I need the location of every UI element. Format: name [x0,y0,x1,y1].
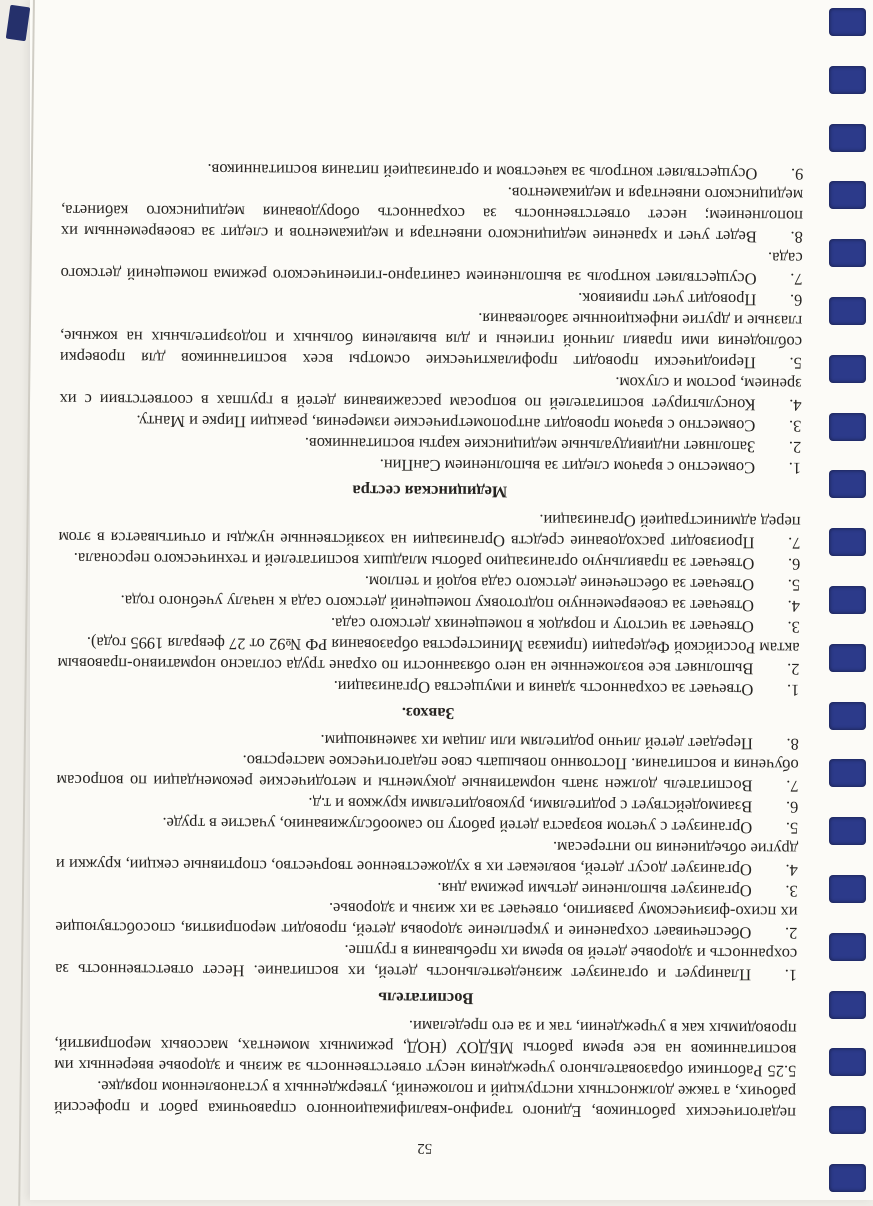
item-text: Отвечает за обеспечение детского сада водой и теплом. [364,572,755,595]
item-text: Ведет учет и хранение медицинского инвентаря и медикаментов и следит за своевременным их пополнением; несет ответственность за сохранность оборудования медицинского кабинета, медицинского инвентаря и медикаментов. [60,183,804,247]
item-text: Организует досуг детей, вовлекает их в художественное творчество, спортивные секции, кружки и другие объединения по интересам. [55,837,799,880]
binding-hole [829,66,866,94]
item-number: 5. [787,575,801,595]
item-number: 2. [787,659,800,679]
item-number: 4. [789,395,802,415]
item-number: 5. [789,353,802,373]
item-number: 6. [785,797,799,817]
binding-hole [829,1164,866,1192]
section-medsestra [59,158,804,505]
binding-hole [829,297,866,325]
list-item [58,506,800,554]
section-heading: Завхоз. [401,703,455,724]
item-text: Отвечает за сохранность здания и имущества Организации. [333,677,754,700]
section-heading: Воспитатель [378,988,474,1009]
binding-hole [829,1048,866,1076]
section-zavhoz [57,506,801,727]
item-number: 2. [784,923,798,943]
item-number: 6. [787,554,801,574]
item-text: Заполняет индивидуальные медицинские карты воспитанников. [304,434,756,457]
item-number: 1. [784,965,798,985]
list-item [55,896,797,944]
item-number: 7. [790,269,803,289]
document-content [54,37,805,1161]
list-item [55,938,797,986]
binding-hole [829,470,866,498]
item-number: 4. [785,860,798,880]
item-number: 8. [786,734,799,754]
item-number: 3. [788,416,802,436]
item-number: 6. [789,290,803,310]
item-number: 1. [786,680,800,700]
section-heading: Медицинская сестра [352,481,508,502]
item-number: 7. [787,533,801,553]
binding-hole [829,933,866,961]
intro-paragraph: 5.25 Работники образовательного учреждения несут ответственность за жизнь и здоровье вверенных им воспитанников на все время работы МБДОУ (НОД, режимных моментах, массовых мероприятий, проводимых как в учреждении, так и за его пределами. [54,1016,797,1081]
binding-hole [829,181,866,209]
binding-hole [829,991,866,1019]
intro-paragraph: педагогических работников, Единого тарифно-квалификационного справочника работ и профессий рабочих, а также должностных инструкций и положений, утвержденных в установленном порядке. [53,1077,797,1123]
binding-hole [829,759,866,787]
item-text: Взаимодействует с родителями, руководителями кружков и т.д. [308,794,753,817]
item-text: Обеспечивает сохранение и укрепление здоровья детей, проводит мероприятия, способствующие их психо-физическому развитию, отвечает за их жизнь и здоровье. [55,899,798,943]
item-text: Передает детей лично родителям или лицам их заменяющим. [320,731,753,754]
item-text: Осуществляет контроль за выполнением санитарно-гигиенического режима помещений детского сада. [60,248,803,289]
list-item [60,305,802,374]
binding-hole [829,817,866,845]
list-item [60,242,802,290]
binding-hole [829,644,866,672]
item-number: 5. [785,818,799,838]
section-vospitatel [55,728,799,1012]
binding-hole [829,586,866,614]
binding-hole [829,355,866,383]
item-text: Планирует и организует жизнедеятельность детей, их воспитание. Несет ответственность за сохранность и здоровье детей во время их пребывания в группе. [55,941,798,985]
item-text: Совместно с врачом следит за выполнением СанПин. [379,455,756,478]
item-number: 1. [788,458,802,478]
binding-hole [829,528,866,556]
item-text: Отвечает за чистоту и порядок в помещениях детского сада. [330,614,754,637]
corner-binding-mark [6,5,31,41]
item-number: 2. [788,437,802,457]
item-number: 7. [786,776,799,796]
item-text: Выполняет все возложенные на него обязанности по охране труда согласно нормативно-правовым актам Российской Федерации (приказа Министерства образования РФ №92 от 27 февраля 1995 года). [57,633,800,679]
item-text: Осуществляет контроль за качеством и организацией питания воспитанников. [207,160,758,184]
list-item [57,632,799,680]
item-number: 8. [790,227,803,247]
item-text: Организует с учетом возраста детей работу по самообслуживанию, участие в труде. [162,813,753,838]
binding-hole [829,875,866,903]
item-text: Производит расходование средств Организации на хозяйственные нужды и отчитывается в этом перед администрацией Организации. [58,510,801,553]
binding-hole [829,8,866,36]
list-item [56,833,798,881]
item-text: Воспитатель должен знать нормативные документы и методические рекомендации по вопросам обучения и воспитания. Постоянно повышать свое педагогическое мастерство. [56,751,799,796]
item-text: Отвечает за своевременную подготовку помещений детского сада к началу учебного года. [120,591,755,616]
item-number: 9. [790,164,804,184]
item-number: 4. [787,596,801,616]
list-item [61,179,803,248]
item-text: Отвечает за правильную организацию работы младших воспитателей и технического персонала. [73,549,755,574]
list-item [59,368,801,416]
spiral-binding [827,8,867,1192]
item-number: 3. [785,881,798,901]
page-number: 52 [417,1139,433,1157]
item-text: Совместно с врачом проводит антропометрические измерения, реакции Пирке и Манту. [136,411,756,436]
binding-hole [829,413,866,441]
list-item [56,749,798,797]
item-text: Консультирует воспитателей по вопросам рассаживания детей в группах в соответствии с их зрением, ростом и слухом. [59,373,802,415]
binding-hole [829,239,866,267]
binding-hole [829,124,866,152]
item-text: Проводит учет прививок. [578,289,757,310]
item-text: Организует выполнение детьми режима дня. [437,879,752,901]
binding-hole [829,1106,866,1134]
binding-hole [829,702,866,730]
item-number: 3. [787,617,800,637]
item-text: Периодически проводит профилактические осмотры всех воспитанников для проверки соблюдения ими правил личной гигиены и для выявления больных и подозрительных на кожные, глазные и другие инфекционные заболевания. [59,309,803,373]
